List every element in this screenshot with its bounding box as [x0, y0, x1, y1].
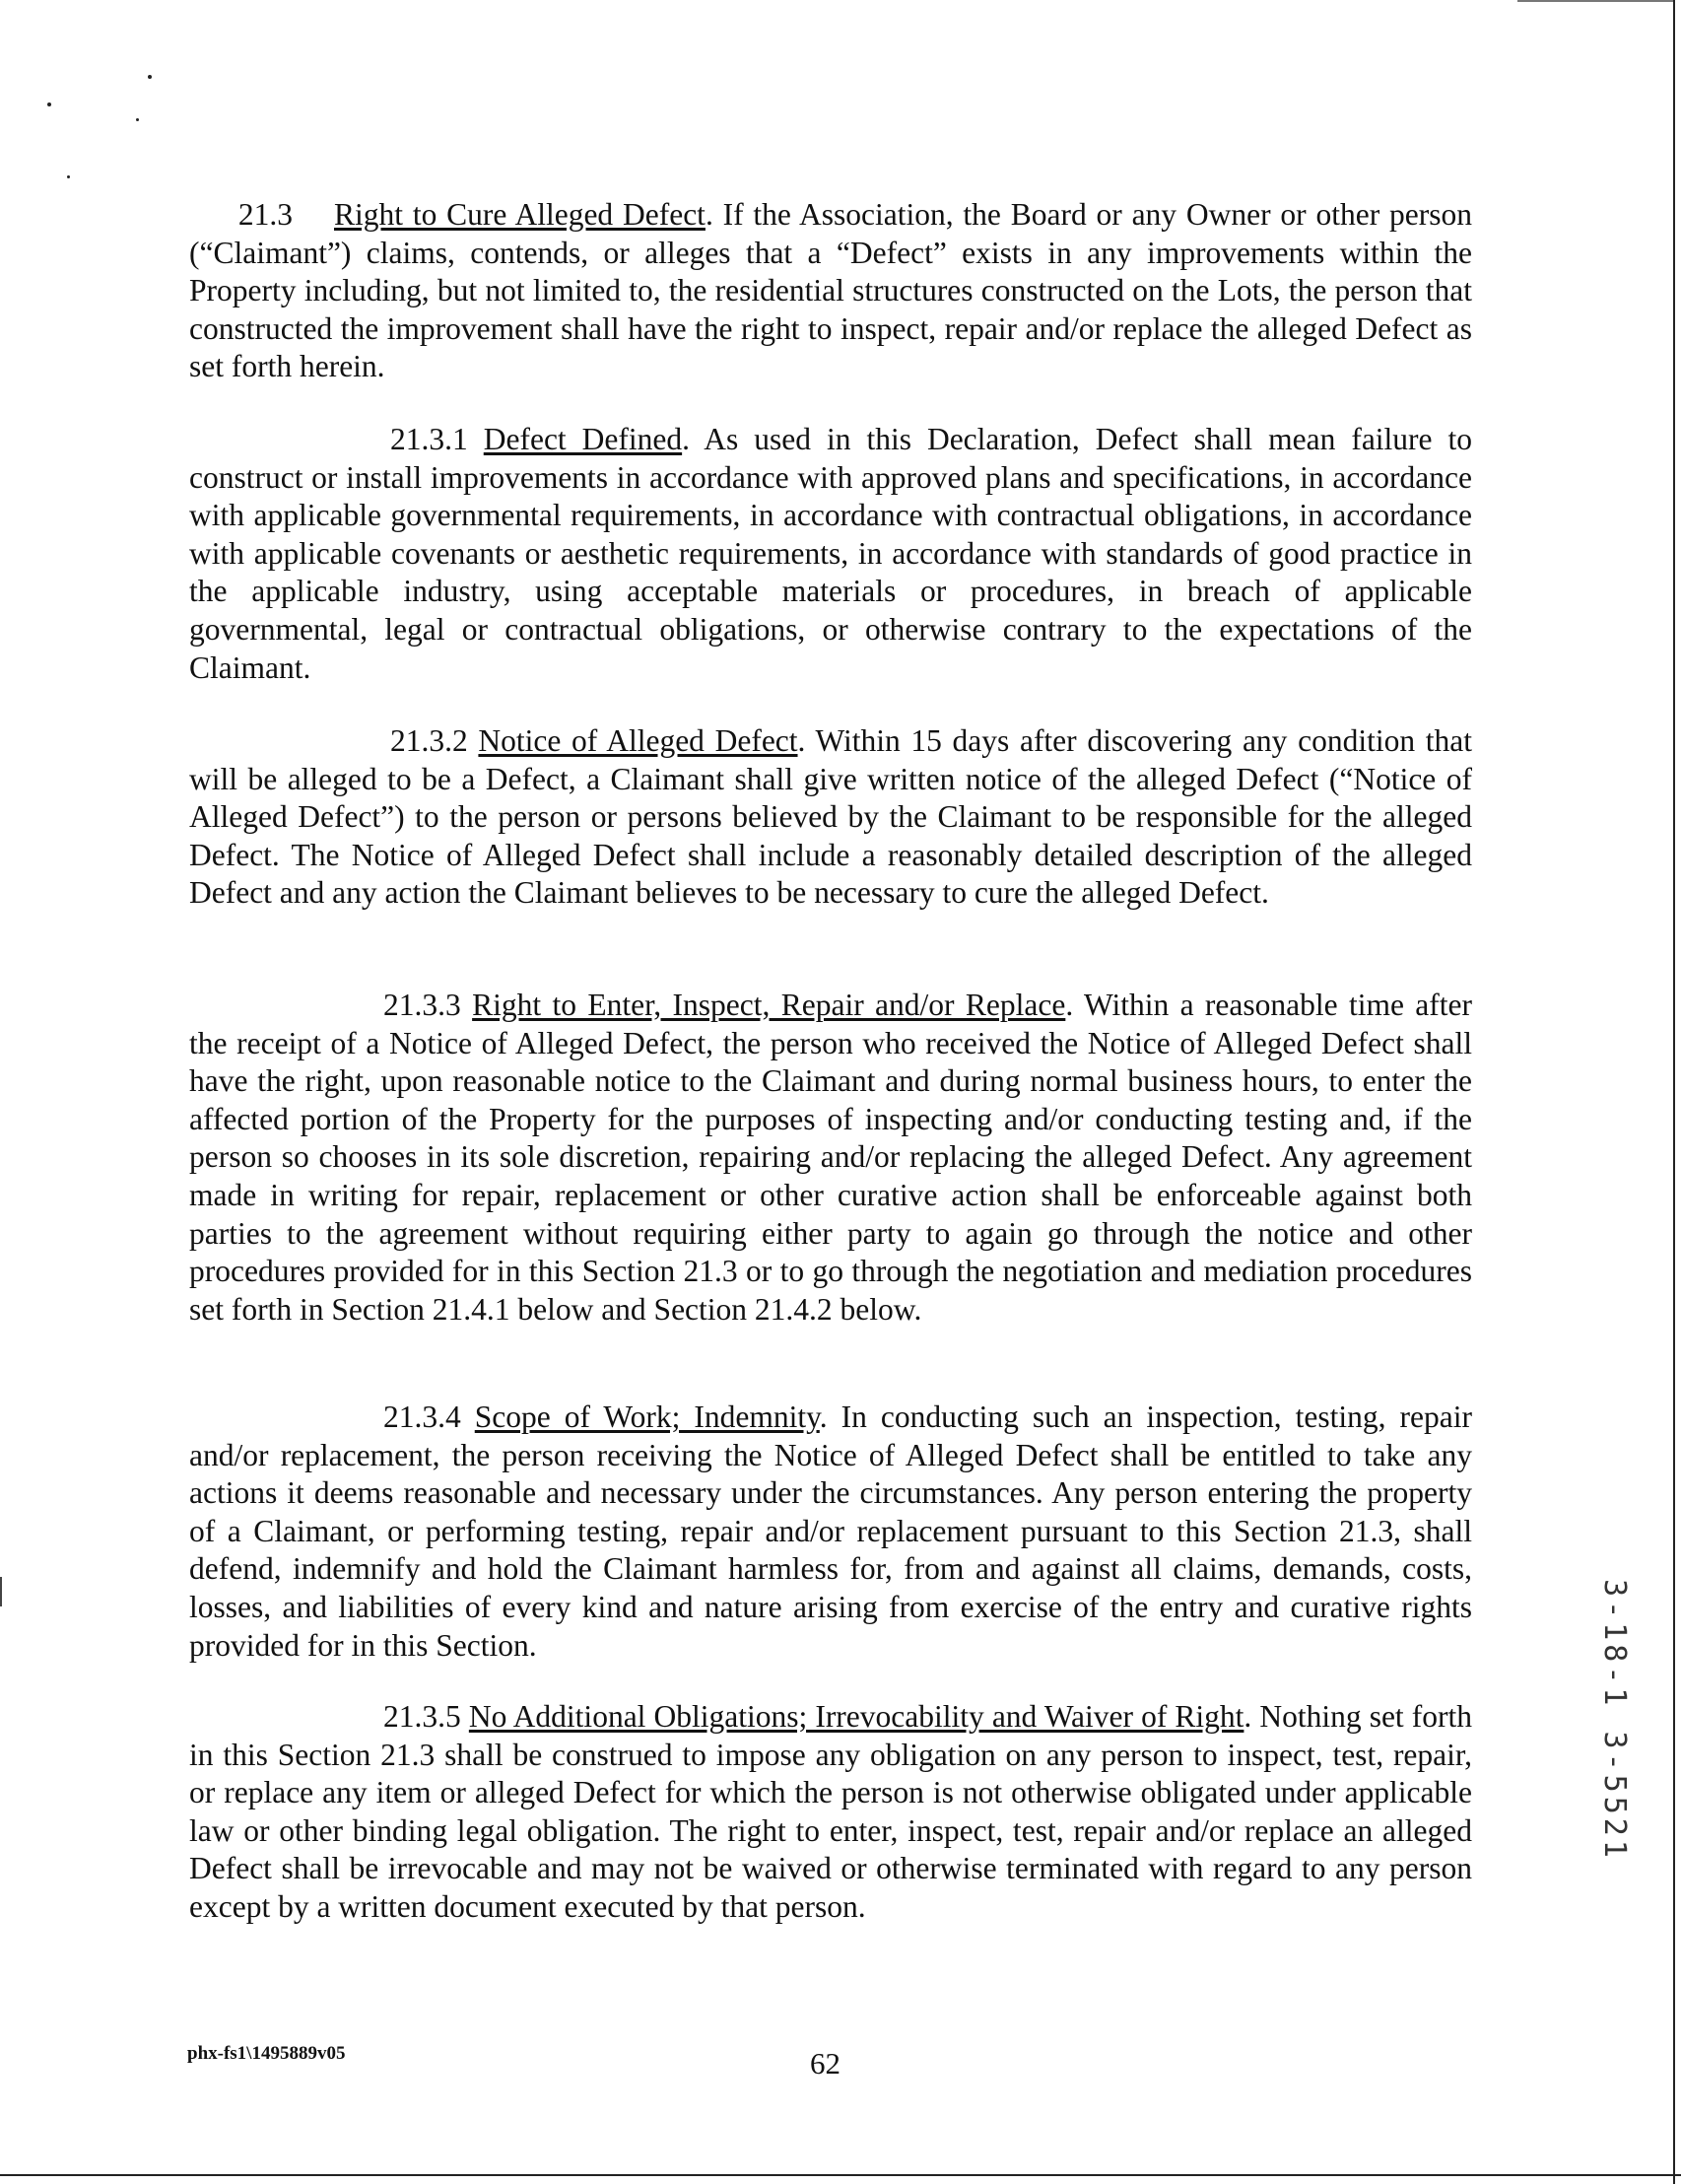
section-number: 21.3: [237, 197, 293, 232]
section-21-3-1: [189, 421, 1472, 687]
top-rule: [1517, 0, 1675, 2]
recording-stamp-text: 3-18-1 3-5521: [1596, 1578, 1632, 1862]
section-text: . Within a reasonable time after the receipt of a Notice of Alleged Defect, the person who received the Notice of Alleged Defect shall have the right, upon reasonable notice to the Claimant and during normal business hours, to enter the affected portion of the Property for the purposes of inspecting and/or conducting testing and, if the person so chooses in its sole discretion, repairing and/or replacing the alleged Defect. Any agreement made in writing for repair, replacement or other curative action shall be enforceable against both parties to the agreement without requiring either party to again go through the notice and other procedures provided for in this Section 21.3 or to go through the negotiation and mediation procedures set forth in Section 21.4.1 below and Section 21.4.2 below.: [189, 988, 1472, 1327]
section-number: 21.3.2: [390, 723, 468, 758]
footer-document-id: phx-fs1\1495889v05: [187, 2043, 346, 2064]
section-heading: Right to Enter, Inspect, Repair and/or Replace: [472, 988, 1066, 1022]
scan-border-bottom: [0, 2174, 1681, 2176]
section-heading: Scope of Work; Indemnity: [474, 1399, 820, 1434]
section-paragraph: [189, 1399, 1472, 1665]
section-21-3-4: [189, 1399, 1472, 1665]
recording-stamp: [1592, 1578, 1636, 1862]
scan-speck: [148, 75, 152, 79]
section-number: 21.3.5: [383, 1699, 461, 1734]
scan-mark-left: [0, 1577, 2, 1606]
section-heading: No Additional Obligations; Irrevocability and Waiver of Right: [468, 1699, 1244, 1734]
section-number: 21.3.3: [383, 988, 461, 1022]
section-paragraph: [189, 722, 1472, 913]
section-paragraph: [189, 987, 1472, 1329]
section-number: 21.3.4: [383, 1399, 461, 1434]
section-heading: Notice of Alleged Defect: [478, 723, 798, 758]
scan-speck: [67, 175, 70, 178]
section-21-3-3: [189, 987, 1472, 1329]
scan-border-right: [1673, 0, 1675, 2184]
section-21-3: [189, 196, 1472, 386]
section-text: . If the Association, the Board or any Owner or other person (“Claimant”) claims, contends, or alleges that a “Defect” exists in any improvements within the Property including, but not limited to, the residential structures constructed on the Lots, the person that constructed the improvement shall have the right to inspect, repair and/or replace the alleged Defect as set forth herein.: [189, 197, 1472, 384]
section-number: 21.3.1: [390, 422, 468, 456]
section-paragraph: [189, 421, 1472, 687]
section-21-3-5: [189, 1698, 1472, 1927]
page-number: 62: [810, 2046, 840, 2081]
section-text: . In conducting such an inspection, testing, repair and/or replacement, the person receiving the Notice of Alleged Defect shall be entitled to take any actions it deems reasonable and necessary under the circumstances. Any person entering the property of a Claimant, or performing testing, repair and/or replacement pursuant to this Section 21.3, shall defend, indemnify and hold the Claimant harmless for, from and against all claims, demands, costs, losses, and liabilities of every kind and nature arising from exercise of the entry and curative rights provided for in this Section.: [189, 1399, 1472, 1663]
section-text: . As used in this Declaration, Defect shall mean failure to construct or install improvements in accordance with approved plans and specifications, in accordance with applicable governmental requirements, in accordance with contractual obligations, in accordance with applicable covenants or aesthetic requirements, in accordance with standards of good practice in the applicable industry, using acceptable materials or procedures, in breach of applicable governmental, legal or contractual obligations, or otherwise contrary to the expectations of the Claimant.: [189, 422, 1473, 685]
scan-speck: [136, 118, 139, 121]
section-text: . Within 15 days after discovering any condition that will be alleged to be a Defect, a Claimant shall give written notice of the alleged Defect (“Notice of Alleged Defect”) to the person or persons believed by the Claimant to be responsible for the alleged Defect. The Notice of Alleged Defect shall include a reasonably detailed description of the alleged Defect and any action the Claimant believes to be necessary to cure the alleged Defect.: [189, 723, 1472, 911]
section-heading: Right to Cure Alleged Defect: [334, 197, 706, 232]
section-21-3-2: [189, 722, 1472, 913]
section-heading: Defect Defined: [483, 422, 683, 456]
section-text: . Nothing set forth in this Section 21.3 shall be construed to impose any obligation on any person to inspect, test, repair, or replace any item or alleged Defect for which the person is not otherwise obligated under applicable law or other binding legal obligation. The right to enter, inspect, test, repair and/or replace an alleged Defect shall be irrevocable and may not be waived or otherwise terminated with regard to any person except by a written document executed by that person.: [189, 1699, 1472, 1924]
section-paragraph: [189, 196, 1472, 386]
section-paragraph: [189, 1698, 1472, 1927]
scan-speck: [47, 102, 51, 106]
